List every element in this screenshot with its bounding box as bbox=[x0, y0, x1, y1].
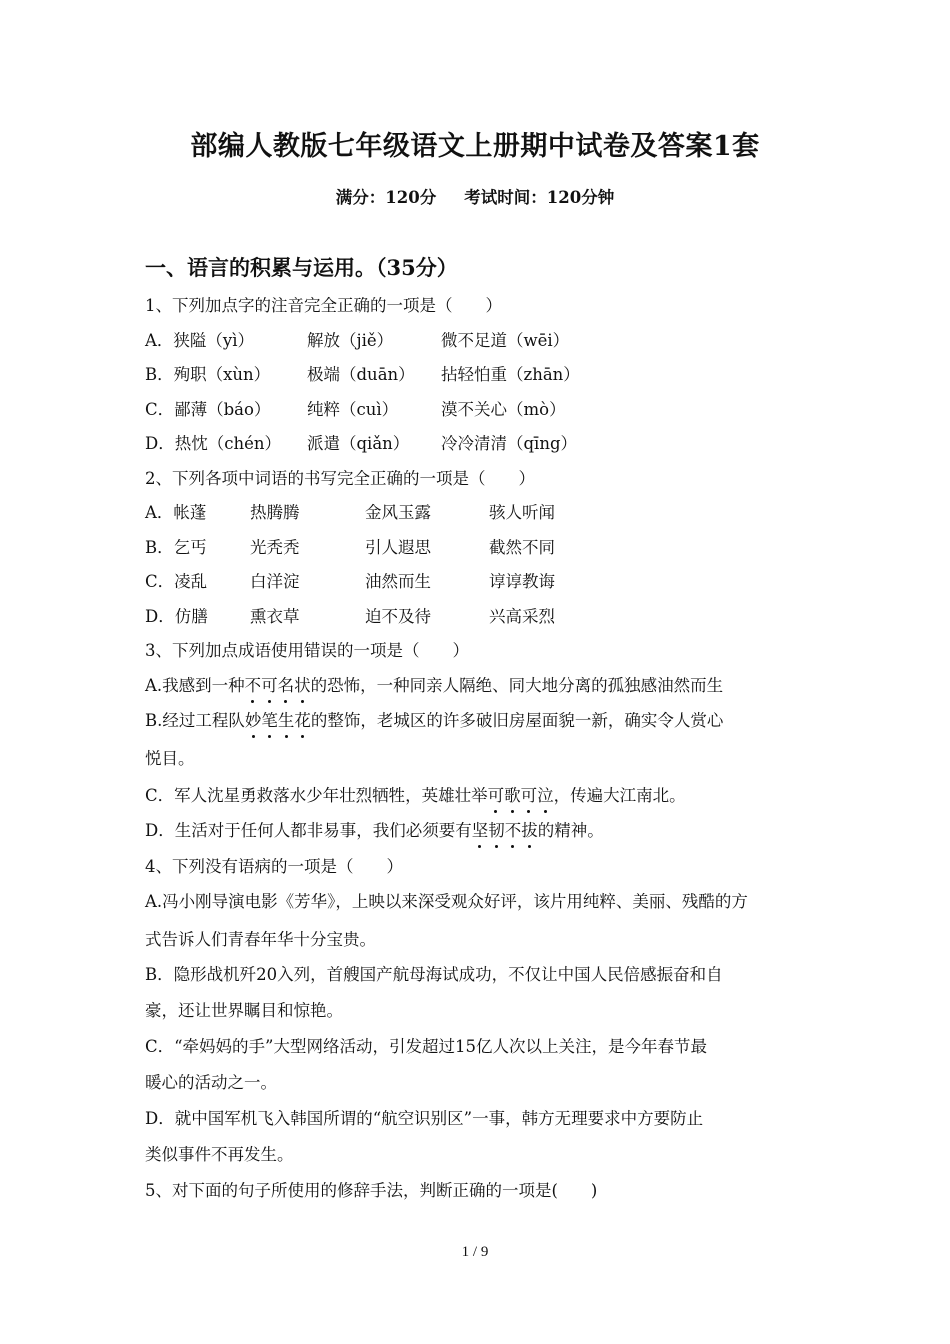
dotted-char: 妙 bbox=[244, 711, 262, 730]
option-text: 的整饰，老城区的许多破旧房屋面貌一新，确实令人赏心 bbox=[310, 711, 724, 730]
question-3-option-d bbox=[145, 820, 604, 842]
question-4-line: A.冯小刚导演电影《芳华》，上映以来深受观众好评，该片用纯粹、美丽、残酷的方 bbox=[145, 892, 748, 911]
dotted-char: 不 bbox=[504, 821, 522, 840]
question-4-line: 类似事件不再发生。 bbox=[145, 1145, 294, 1164]
option-text: 极端（duān） bbox=[307, 365, 415, 384]
option-text: B.经过工程队 bbox=[145, 711, 245, 730]
question-3-option-c bbox=[145, 785, 686, 807]
exam-time: 考试时间：120分钟 bbox=[464, 188, 615, 207]
dotted-idiom bbox=[245, 676, 311, 695]
question-3-option-b-cont: 悦目。 bbox=[145, 749, 195, 768]
option-text: 漠不关心（mò） bbox=[441, 400, 566, 419]
dotted-char: 可 bbox=[261, 676, 278, 695]
option-text: D．热忱（chén） bbox=[145, 434, 281, 453]
option-text: 冷冷清清（qīng） bbox=[441, 434, 578, 453]
question-4-line: 豪，还让世界瞩目和惊艳。 bbox=[145, 1001, 343, 1020]
option-text: 谆谆教诲 bbox=[489, 572, 555, 591]
dotted-char: 笔 bbox=[261, 711, 278, 730]
exam-title: 部编人教版七年级语文上册期中试卷及答案1套 bbox=[190, 131, 760, 162]
option-text: 的恐怖，一种同亲人隔绝、同大地分离的孤独感油然而生 bbox=[310, 676, 724, 695]
dotted-char: 可 bbox=[520, 786, 538, 805]
dotted-idiom bbox=[245, 711, 311, 730]
option-text: A．狭隘（yì） bbox=[145, 331, 255, 350]
dotted-char: 名 bbox=[277, 676, 295, 695]
question-4-line: 式告诉人们青春年华十分宝贵。 bbox=[145, 930, 376, 949]
full-score: 满分：120分 bbox=[335, 188, 437, 207]
exam-subtitle bbox=[0, 184, 950, 208]
section-heading: 一、语言的积累与运用。（35分） bbox=[145, 255, 458, 280]
option-text: 熏衣草 bbox=[250, 607, 300, 626]
option-text: A.我感到一种 bbox=[145, 676, 245, 695]
option-text: 白洋淀 bbox=[250, 572, 300, 591]
option-text: C．鄙薄（báo） bbox=[145, 400, 271, 419]
option-text: 纯粹（cuì） bbox=[307, 400, 399, 419]
option-text: C．军人沈星勇救落水少年壮烈牺牲，英雄壮举 bbox=[145, 786, 488, 805]
question-4-line: B．隐形战机歼20入列，首艘国产航母海试成功，不仅让中国人民倍感振奋和自 bbox=[145, 965, 723, 984]
option-text: 引人遐思 bbox=[365, 538, 431, 557]
option-text: 热腾腾 bbox=[250, 503, 300, 522]
option-text: 兴高采烈 bbox=[489, 607, 555, 626]
dotted-idiom bbox=[488, 786, 554, 805]
question-1-stem: 1、下列加点字的注音完全正确的一项是（ ） bbox=[145, 296, 502, 315]
question-3-stem: 3、下列加点成语使用错误的一项是（ ） bbox=[145, 641, 469, 660]
dotted-char: 生 bbox=[277, 711, 295, 730]
dotted-char: 歌 bbox=[504, 786, 521, 805]
option-text: 拈轻怕重（zhān） bbox=[441, 365, 580, 384]
dotted-char: 可 bbox=[487, 786, 505, 805]
question-4-line: C．“牵妈妈的手”大型网络活动，引发超过15亿人次以上关注，是今年春节最 bbox=[145, 1037, 707, 1056]
option-text: 截然不同 bbox=[489, 538, 555, 557]
dotted-char: 坚 bbox=[471, 821, 489, 840]
option-text: 金风玉露 bbox=[365, 503, 431, 522]
dotted-char: 不 bbox=[244, 676, 262, 695]
dotted-char: 泣 bbox=[537, 786, 554, 805]
option-text: D．仿膳 bbox=[145, 607, 208, 626]
option-text: 骇人听闻 bbox=[489, 503, 555, 522]
option-text: 微不足道（wēi） bbox=[441, 331, 570, 350]
option-text: 解放（jiě） bbox=[307, 331, 394, 350]
question-4-stem: 4、下列没有语病的一项是（ ） bbox=[145, 857, 403, 876]
question-4-line: D．就中国军机飞入韩国所谓的“航空识别区”一事，韩方无理要求中方要防止 bbox=[145, 1109, 704, 1128]
option-text: B．殉职（xùn） bbox=[145, 365, 271, 384]
question-2-stem: 2、下列各项中词语的书写完全正确的一项是（ ） bbox=[145, 469, 535, 488]
question-4-line: 暖心的活动之一。 bbox=[145, 1073, 277, 1092]
dotted-char: 拔 bbox=[521, 821, 538, 840]
option-text: 迫不及待 bbox=[365, 607, 431, 626]
dotted-char: 状 bbox=[294, 676, 311, 695]
option-text: 油然而生 bbox=[365, 572, 431, 591]
option-text: D．生活对于任何人都非易事，我们必须要有 bbox=[145, 821, 472, 840]
option-text: 的精神。 bbox=[537, 821, 604, 840]
page-number: 1 / 9 bbox=[461, 1244, 489, 1260]
question-3-option-b bbox=[145, 710, 723, 732]
question-5-stem: 5、对下面的句子所使用的修辞手法，判断正确的一项是( ) bbox=[145, 1181, 598, 1200]
question-3-option-a bbox=[145, 675, 723, 697]
dotted-char: 花 bbox=[294, 711, 311, 730]
option-text: ，传遍大江南北。 bbox=[553, 786, 686, 805]
dotted-idiom bbox=[472, 821, 538, 840]
option-text: B．乞丐 bbox=[145, 538, 207, 557]
option-text: 光秃秃 bbox=[250, 538, 300, 557]
option-text: A．帐蓬 bbox=[145, 503, 207, 522]
option-text: 派遣（qiǎn） bbox=[307, 434, 410, 453]
dotted-char: 韧 bbox=[488, 821, 505, 840]
option-text: C．凌乱 bbox=[145, 572, 208, 591]
